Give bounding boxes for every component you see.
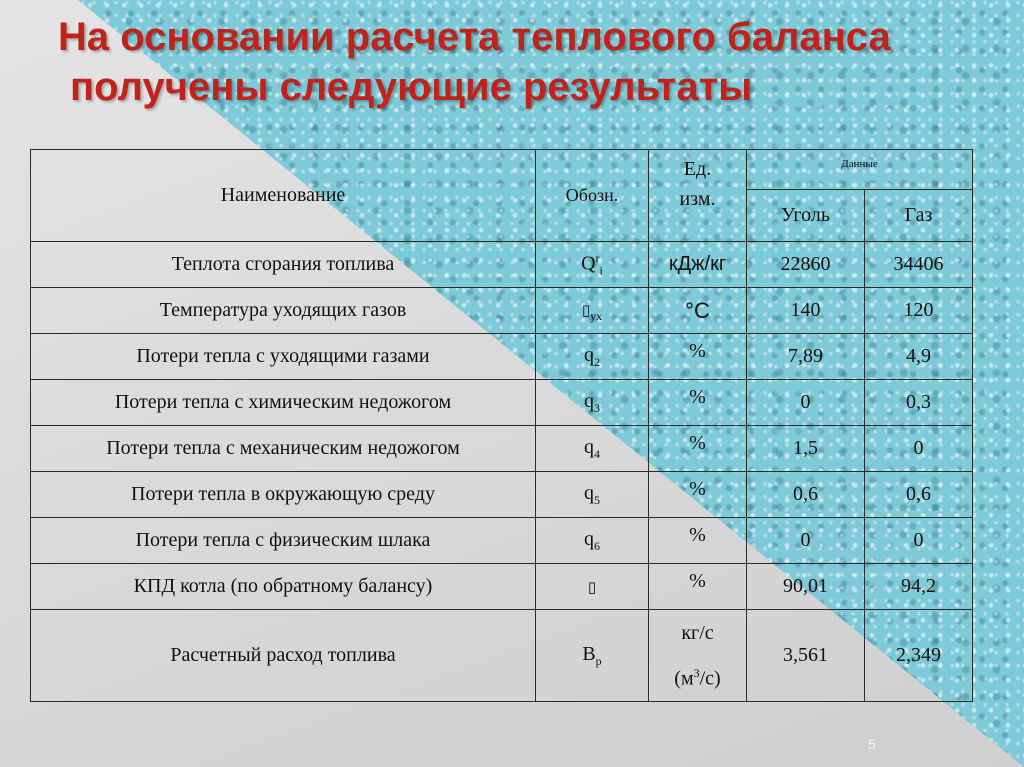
- row-coal-value: 3,561: [747, 610, 865, 702]
- row-name: КПД котла (по обратному балансу): [31, 564, 536, 610]
- row-gas-value: 0: [865, 518, 973, 564]
- table-row: [31, 380, 973, 426]
- table-row: [31, 610, 973, 702]
- row-coal-value: 0,6: [747, 472, 865, 518]
- row-gas-value: 4,9: [865, 334, 973, 380]
- row-symbol: [536, 564, 649, 610]
- row-coal-value: 22860: [747, 242, 865, 288]
- row-unit: %: [649, 518, 747, 564]
- table-row: [31, 242, 973, 288]
- row-unit: %: [649, 472, 747, 518]
- table-row: [31, 472, 973, 518]
- row-gas-value: 0,6: [865, 472, 973, 518]
- header-symbol: Обозн.: [536, 150, 649, 242]
- row-gas-value: 0: [865, 426, 973, 472]
- header-name: Наименование: [31, 150, 536, 242]
- header-data: Данные: [747, 150, 973, 190]
- row-name: Потери тепла с физическим шлака: [31, 518, 536, 564]
- title-line-1: На основании расчета теплового баланса: [58, 15, 891, 59]
- row-unit: %: [649, 334, 747, 380]
- title-line-2: получены следующие результаты: [70, 65, 753, 109]
- row-name: Потери тепла в окружающую среду: [31, 472, 536, 518]
- missing-glyph-icon: ▯: [581, 300, 591, 319]
- table-row: [31, 426, 973, 472]
- row-coal-value: 1,5: [747, 426, 865, 472]
- row-coal-value: 7,89: [747, 334, 865, 380]
- row-unit: %: [649, 564, 747, 610]
- slide-title: [58, 12, 1018, 112]
- row-symbol: $B_р$: [536, 610, 649, 702]
- row-unit: кг/с $(м^3/с)$: [649, 610, 747, 702]
- header-unit: Ед. изм.: [649, 150, 747, 242]
- row-gas-value: 2,349: [865, 610, 973, 702]
- table-row: [31, 288, 973, 334]
- row-symbol: $q_4$: [536, 426, 649, 472]
- missing-glyph-icon: ▯: [587, 578, 597, 596]
- row-gas-value: 120: [865, 288, 973, 334]
- row-unit: %: [649, 380, 747, 426]
- row-gas-value: 34406: [865, 242, 973, 288]
- row-coal-value: 90,01: [747, 564, 865, 610]
- row-gas-value: 94,2: [865, 564, 973, 610]
- row-name: Температура уходящих газов: [31, 288, 536, 334]
- row-unit: °C: [649, 288, 747, 334]
- row-symbol: $Q^r_i$: [536, 242, 649, 288]
- row-coal-value: 0: [747, 518, 865, 564]
- row-name: Потери тепла с механическим недожогом: [31, 426, 536, 472]
- row-gas-value: 0,3: [865, 380, 973, 426]
- row-name: Потери тепла с химическим недожогом: [31, 380, 536, 426]
- row-symbol: $▯_{ух}$: [536, 288, 649, 334]
- table-row: [31, 564, 973, 610]
- row-symbol: $q_2$: [536, 334, 649, 380]
- table-row: [31, 334, 973, 380]
- header-gas: Газ: [865, 190, 973, 242]
- row-name: Теплота сгорания топлива: [31, 242, 536, 288]
- row-coal-value: 0: [747, 380, 865, 426]
- page-number: 5: [868, 736, 876, 752]
- row-unit: кДж/кг: [649, 242, 747, 288]
- table-row: [31, 518, 973, 564]
- table-header-row: [31, 150, 973, 190]
- row-symbol: $q_6$: [536, 518, 649, 564]
- header-coal: Уголь: [747, 190, 865, 242]
- row-name: Потери тепла с уходящими газами: [31, 334, 536, 380]
- row-symbol: $q_5$: [536, 472, 649, 518]
- results-table: [30, 149, 973, 702]
- row-unit: %: [649, 426, 747, 472]
- row-name: Расчетный расход топлива: [31, 610, 536, 702]
- row-coal-value: 140: [747, 288, 865, 334]
- row-symbol: $q_3$: [536, 380, 649, 426]
